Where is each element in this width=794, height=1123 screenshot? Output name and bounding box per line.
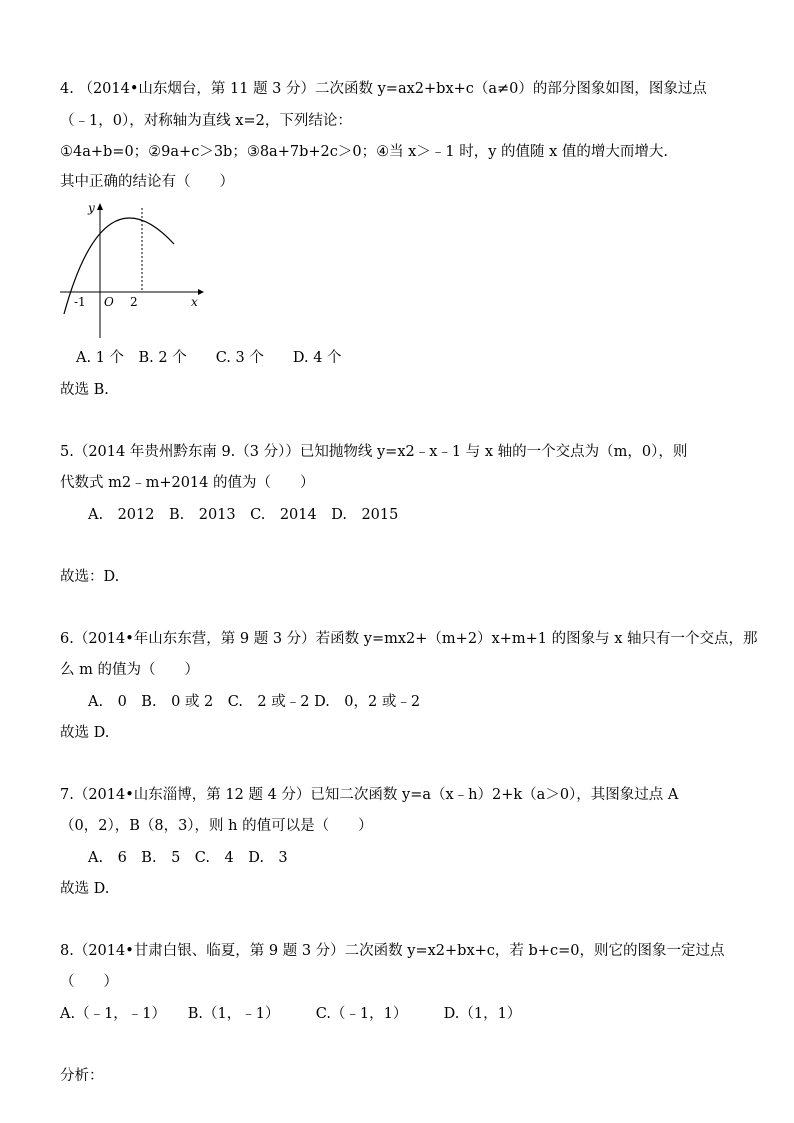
q6-answer: 故选 D.: [60, 725, 110, 741]
q5-options: A. 2012 B. 2013 C. 2014 D. 2015: [88, 507, 399, 523]
y-axis-label: y: [88, 201, 95, 215]
q4-line-1: 4. （2014•山东烟台，第 11 题 3 分）二次函数 y=ax2+bx+c（a≠0）的部分图象如图，图象过点: [60, 81, 707, 97]
q6-line-1: 6.（2014•年山东东营，第 9 题 3 分）若函数 y=mx2+（m+2）x+m+1 的图象与 x 轴只有一个交点，那: [60, 631, 758, 647]
analysis-heading: 分析：: [60, 1068, 104, 1084]
y-axis-arrow: [97, 203, 103, 210]
q7-line-2: （0，2），B（8，3），则 h 的值可以是（ ）: [60, 818, 373, 834]
q4-options: A. 1 个 B. 2 个 C. 3 个 D. 4 个: [76, 350, 342, 366]
q5-line-2: 代数式 m2﹣m+2014 的值为（ ）: [60, 475, 315, 491]
q7-line-1: 7.（2014•山东淄博，第 12 题 4 分）已知二次函数 y=a（x﹣h）2+k（a＞0），其图象过点 A: [60, 787, 679, 803]
q8-options: A.（﹣1，﹣1） B.（1，﹣1） C.（﹣1，1） D.（1，1）: [60, 1006, 522, 1022]
q4-answer: 故选 B.: [60, 382, 109, 398]
q5-answer: 故选：D.: [60, 569, 120, 585]
q6-options: A. 0 B. 0 或 2 C. 2 或﹣2 D. 0，2 或﹣2: [88, 694, 421, 710]
q8-line-1: 8.（2014•甘肃白银、临夏，第 9 题 3 分）二次函数 y=x2+bx+c，若 b+c=0，则它的图象一定过点: [60, 943, 725, 959]
parabola-figure: [56, 196, 206, 342]
q5-line-1: 5.（2014 年贵州黔东南 9.（3 分））已知抛物线 y=x2﹣x﹣1 与 x 轴的一个交点为（m，0），则: [60, 444, 688, 460]
q4-line-4: 其中正确的结论有（ ）: [60, 174, 234, 190]
q4-line-3: ①4a+b=0；②9a+c＞3b；③8a+7b+2c＞0；④当 x＞﹣1 时，y 的值随 x 值的增大而增大.: [60, 144, 668, 160]
q8-line-2: （ ）: [60, 974, 118, 990]
q4-line-2: （﹣1，0），对称轴为直线 x=2，下列结论：: [60, 113, 352, 129]
origin-label: O: [104, 295, 114, 309]
q6-line-2: 么 m 的值为（ ）: [60, 662, 199, 678]
q7-answer: 故选 D.: [60, 881, 110, 897]
x-axis-arrow: [198, 289, 204, 295]
two-label: 2: [130, 295, 138, 309]
x-axis-label: x: [191, 295, 198, 309]
q7-options: A. 6 B. 5 C. 4 D. 3: [88, 850, 288, 866]
neg-one-label: -1: [74, 295, 86, 309]
